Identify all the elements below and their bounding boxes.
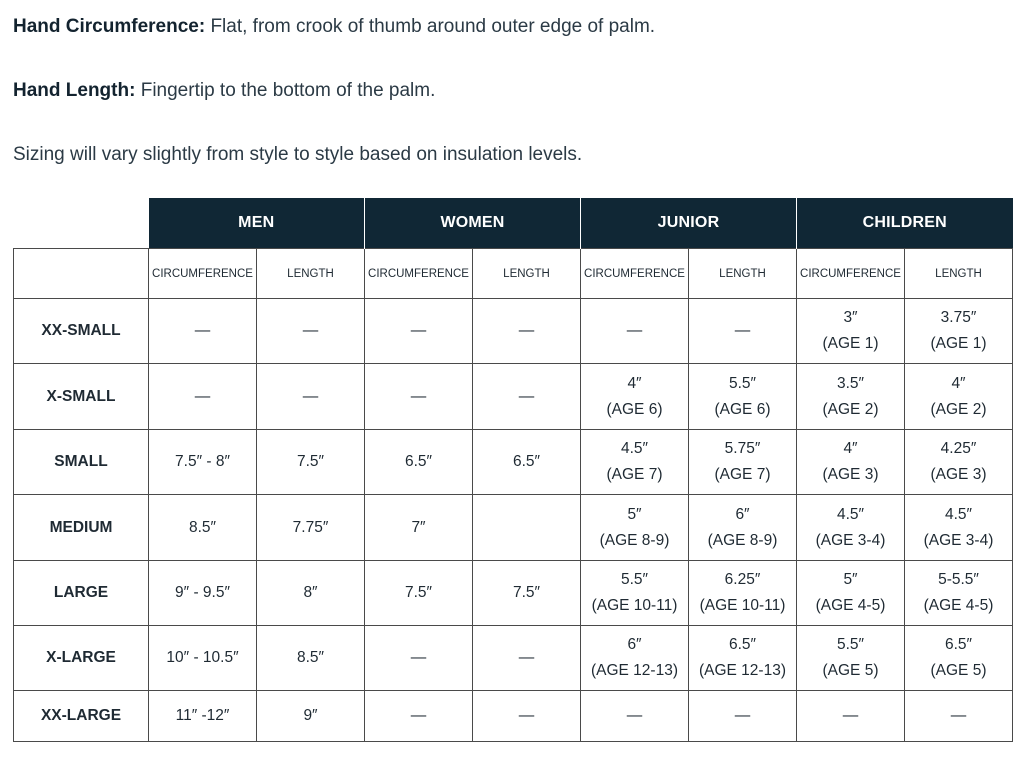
table-cell: 5-5.5″ (AGE 4-5) [905, 561, 1013, 626]
table-cell: 7″ [365, 495, 473, 561]
corner-blank [14, 198, 149, 249]
table-cell: — [797, 691, 905, 742]
table-cell: 6.5″ (AGE 12-13) [689, 626, 797, 691]
table-cell: — [257, 364, 365, 430]
table-cell: — [365, 364, 473, 430]
sub-header-cell: LENGTH [905, 249, 1013, 299]
table-cell: 8.5″ [149, 495, 257, 561]
table-cell: 7.5″ [365, 561, 473, 626]
table-cell: — [365, 626, 473, 691]
table-cell: — [473, 299, 581, 364]
group-header-junior: JUNIOR [581, 198, 797, 249]
table-cell: 6″ (AGE 12-13) [581, 626, 689, 691]
hand-length-text: Fingertip to the bottom of the palm. [135, 80, 436, 101]
row-size-label: XX-LARGE [14, 691, 149, 742]
table-cell: 4″ (AGE 6) [581, 364, 689, 430]
table-cell: 3.75″ (AGE 1) [905, 299, 1013, 364]
table-row [14, 364, 1013, 430]
sub-header-row [14, 249, 1013, 299]
row-size-label: X-LARGE [14, 626, 149, 691]
hand-circumference-label: Hand Circumference: [13, 16, 206, 37]
size-chart-table [13, 198, 1013, 742]
hand-length-line [13, 80, 435, 102]
sizing-note: Sizing will vary slightly from style to style based on insulation levels. [13, 144, 583, 165]
table-cell: 3″ (AGE 1) [797, 299, 905, 364]
table-row [14, 430, 1013, 495]
table-cell: 4.5″ (AGE 7) [581, 430, 689, 495]
table-cell: — [473, 691, 581, 742]
table-cell: 9″ - 9.5″ [149, 561, 257, 626]
sub-header-cell: CIRCUMFERENCE [365, 249, 473, 299]
table-cell: 7.5″ - 8″ [149, 430, 257, 495]
table-cell: 4″ (AGE 3) [797, 430, 905, 495]
sub-header-blank [14, 249, 149, 299]
row-size-label: XX-SMALL [14, 299, 149, 364]
table-cell: 6.25″ (AGE 10-11) [689, 561, 797, 626]
table-cell: 4.5″ (AGE 3-4) [797, 495, 905, 561]
table-cell: — [473, 626, 581, 691]
hand-circumference-text: Flat, from crook of thumb around outer edge of palm. [205, 16, 656, 37]
table-row [14, 495, 1013, 561]
table-cell: — [689, 299, 797, 364]
table-cell: — [257, 299, 365, 364]
sub-header-cell: CIRCUMFERENCE [581, 249, 689, 299]
table-cell: — [905, 691, 1013, 742]
table-cell: 8.5″ [257, 626, 365, 691]
table-cell: 8″ [257, 561, 365, 626]
table-cell: — [365, 691, 473, 742]
row-size-label: MEDIUM [14, 495, 149, 561]
table-cell: — [581, 299, 689, 364]
sub-header-cell: LENGTH [257, 249, 365, 299]
table-cell: — [473, 364, 581, 430]
sub-header-cell: CIRCUMFERENCE [797, 249, 905, 299]
table-cell: — [149, 364, 257, 430]
table-cell: 4″ (AGE 2) [905, 364, 1013, 430]
table-cell: 5″ (AGE 4-5) [797, 561, 905, 626]
table-row [14, 561, 1013, 626]
table-row [14, 626, 1013, 691]
table-row [14, 691, 1013, 742]
table-cell: 9″ [257, 691, 365, 742]
table-cell: 5.5″ (AGE 10-11) [581, 561, 689, 626]
row-size-label: LARGE [14, 561, 149, 626]
table-cell: 6″ (AGE 8-9) [689, 495, 797, 561]
table-cell: 7.75″ [257, 495, 365, 561]
table-cell: 4.25″ (AGE 3) [905, 430, 1013, 495]
table-cell: 5″ (AGE 8-9) [581, 495, 689, 561]
table-cell: 11″ -12″ [149, 691, 257, 742]
group-header-row [14, 198, 1013, 249]
row-size-label: SMALL [14, 430, 149, 495]
table-cell: 5.75″ (AGE 7) [689, 430, 797, 495]
table-cell: 7.5″ [257, 430, 365, 495]
group-header-men: MEN [149, 198, 365, 249]
hand-circumference-line [13, 16, 655, 38]
table-cell: — [365, 299, 473, 364]
table-cell: 4.5″ (AGE 3-4) [905, 495, 1013, 561]
table-cell: — [581, 691, 689, 742]
table-cell: 10″ - 10.5″ [149, 626, 257, 691]
sub-header-cell: LENGTH [473, 249, 581, 299]
table-cell: — [689, 691, 797, 742]
sub-header-cell: LENGTH [689, 249, 797, 299]
table-cell: 5.5″ (AGE 6) [689, 364, 797, 430]
table-cell: 6.5″ [365, 430, 473, 495]
row-size-label: X-SMALL [14, 364, 149, 430]
hand-length-label: Hand Length: [13, 80, 136, 101]
table-cell: 5.5″ (AGE 5) [797, 626, 905, 691]
table-row [14, 299, 1013, 364]
table-cell: 3.5″ (AGE 2) [797, 364, 905, 430]
table-cell: 6.5″ [473, 430, 581, 495]
group-header-children: CHILDREN [797, 198, 1013, 249]
table-cell: — [149, 299, 257, 364]
table-cell: 7.5″ [473, 561, 581, 626]
sub-header-cell: CIRCUMFERENCE [149, 249, 257, 299]
table-cell [473, 495, 581, 561]
table-cell: 6.5″ (AGE 5) [905, 626, 1013, 691]
group-header-women: WOMEN [365, 198, 581, 249]
